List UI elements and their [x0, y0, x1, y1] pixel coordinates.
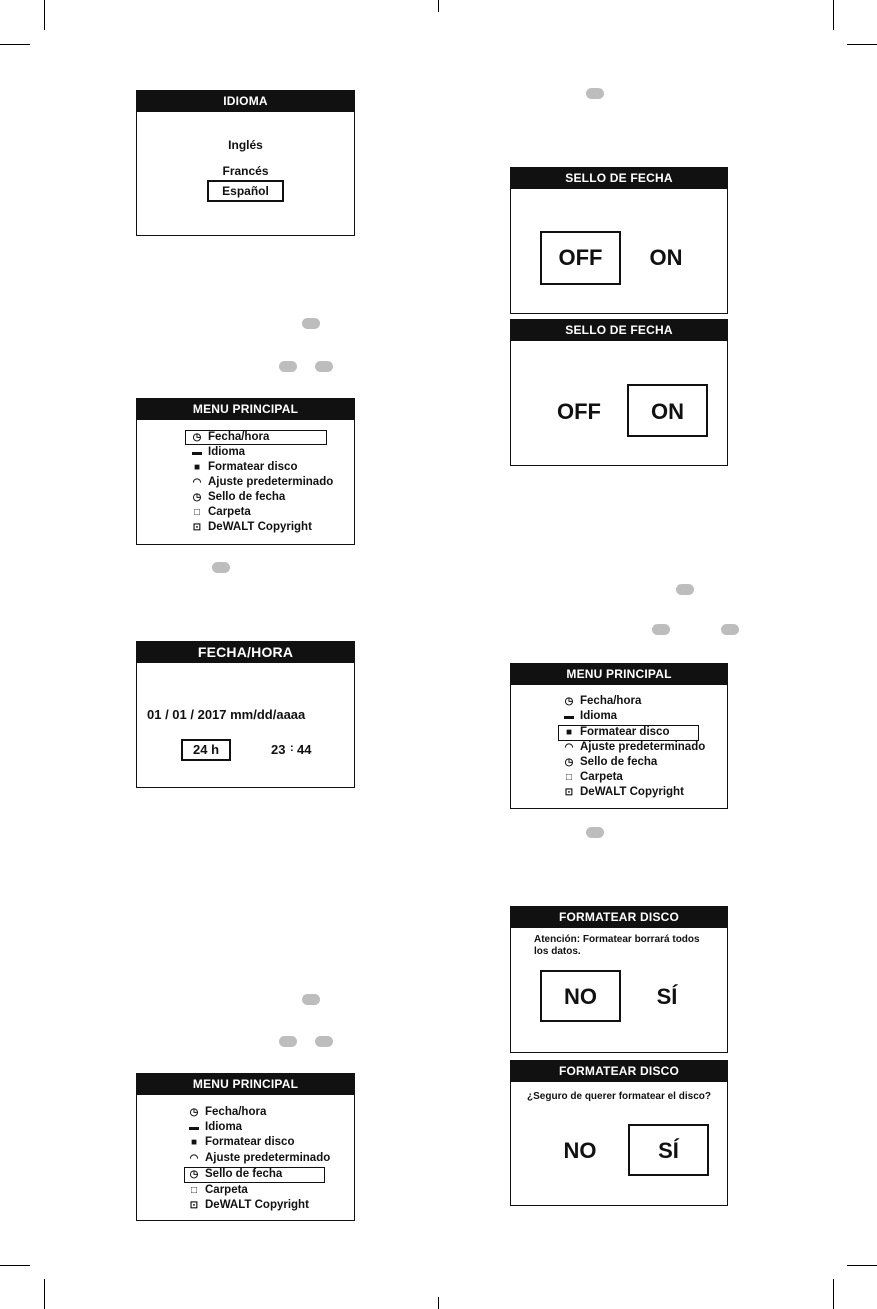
- yes-button[interactable]: SÍ: [656, 984, 678, 1009]
- menu-item-carpeta[interactable]: □ Carpeta: [187, 1184, 248, 1196]
- down-button-icon: [315, 361, 333, 372]
- center-mark: [438, 1297, 439, 1309]
- copyright-icon: ⊡: [564, 787, 574, 798]
- date-time-screen: [136, 641, 355, 788]
- speech-icon: ▬: [192, 447, 202, 458]
- ok-button-icon: [302, 318, 320, 329]
- crop-mark: [847, 44, 877, 45]
- menu-item-carpeta[interactable]: □ Carpeta: [190, 506, 251, 518]
- disk-icon: ■: [565, 727, 573, 738]
- menu-item-formatear[interactable]: ■ Formatear disco: [190, 461, 297, 473]
- screen-title: FECHA/HORA: [137, 642, 354, 663]
- on-option[interactable]: ON: [649, 245, 683, 270]
- language-option[interactable]: Francés: [222, 164, 269, 178]
- up-button-icon: [652, 624, 670, 635]
- ok-button-icon: [586, 88, 604, 99]
- date-stamp-screen: [510, 319, 728, 466]
- screen-title: IDIOMA: [137, 91, 354, 112]
- date-line: 01 / 01 / 2017 mm/dd/aaaa: [147, 707, 306, 722]
- ok-button-icon: [302, 994, 320, 1005]
- menu-item-sello[interactable]: ◷ Sello de fecha: [562, 756, 657, 768]
- menu-item-formatear[interactable]: ■ Formatear disco: [562, 726, 669, 738]
- menu-item-sello[interactable]: ◷ Sello de fecha: [190, 491, 285, 503]
- off-option[interactable]: OFF: [558, 245, 603, 270]
- crop-mark: [833, 0, 834, 30]
- language-option[interactable]: Inglés: [228, 138, 263, 152]
- reset-icon: ◠: [189, 1153, 199, 1164]
- crop-mark: [833, 1279, 834, 1309]
- up-button-icon: [279, 1036, 297, 1047]
- menu-item-idioma[interactable]: ▬ Idioma: [564, 710, 618, 722]
- clock-icon: ◷: [192, 432, 202, 443]
- crop-mark: [44, 1279, 45, 1309]
- no-button[interactable]: NO: [564, 984, 597, 1009]
- yes-button[interactable]: SÍ: [658, 1138, 679, 1163]
- menu-item-sello[interactable]: ◷ Sello de fecha: [187, 1168, 282, 1180]
- stamp-icon: ◷: [564, 757, 574, 768]
- screen-title: SELLO DE FECHA: [511, 168, 727, 189]
- screen-title: SELLO DE FECHA: [511, 320, 727, 341]
- ok-button-icon: [212, 562, 230, 573]
- menu-item-formatear[interactable]: ■ Formatear disco: [187, 1136, 294, 1148]
- screen-title: MENU PRINCIPAL: [137, 1074, 354, 1095]
- menu-item-ajuste[interactable]: ◠ Ajuste predeterminado: [562, 741, 705, 753]
- format-disk-screen: [510, 1060, 728, 1206]
- warning-text: Atención: Formatear borrará todos los datos.: [534, 934, 700, 957]
- menu-item-copyright[interactable]: ⊡ DeWALT Copyright: [562, 786, 684, 798]
- crop-mark: [0, 44, 30, 45]
- format-disk-screen: [510, 906, 728, 1053]
- copyright-icon: ⊡: [189, 1200, 199, 1211]
- stamp-icon: ◷: [192, 492, 202, 503]
- idioma-screen: [136, 90, 355, 236]
- menu-item-fecha-hora[interactable]: ◷ Fecha/hora: [187, 1106, 266, 1118]
- menu-item-copyright[interactable]: ⊡ DeWALT Copyright: [190, 521, 312, 533]
- off-option[interactable]: OFF: [557, 399, 601, 424]
- screen-title: FORMATEAR DISCO: [511, 1061, 727, 1082]
- menu-item-fecha-hora[interactable]: ◷ Fecha/hora: [562, 695, 641, 707]
- language-option-selected[interactable]: Español: [222, 184, 269, 198]
- crop-mark: [847, 1265, 877, 1266]
- down-button-icon: [721, 624, 739, 635]
- speech-icon: ▬: [189, 1122, 199, 1133]
- main-menu-screen: [136, 398, 355, 545]
- menu-item-fecha-hora[interactable]: ◷ Fecha/hora: [190, 431, 269, 443]
- time-separator: :: [290, 742, 294, 754]
- screen-title: MENU PRINCIPAL: [137, 399, 354, 420]
- folder-icon: □: [193, 507, 201, 518]
- center-mark: [438, 0, 439, 12]
- on-option[interactable]: ON: [651, 399, 684, 424]
- time-format[interactable]: 24 h: [193, 742, 220, 757]
- folder-icon: □: [190, 1185, 198, 1196]
- date-stamp-screen: [510, 167, 728, 314]
- screen-title: MENU PRINCIPAL: [511, 664, 727, 685]
- main-menu-screen: [136, 1073, 355, 1221]
- disk-icon: ■: [190, 1137, 198, 1148]
- menu-item-copyright[interactable]: ⊡ DeWALT Copyright: [187, 1199, 309, 1211]
- screen-title: FORMATEAR DISCO: [511, 907, 727, 928]
- menu-item-idioma[interactable]: ▬ Idioma: [189, 1121, 243, 1133]
- ok-button-icon: [676, 584, 694, 595]
- stamp-icon: ◷: [189, 1169, 199, 1180]
- clock-icon: ◷: [189, 1107, 199, 1118]
- reset-icon: ◠: [564, 742, 574, 753]
- clock-icon: ◷: [564, 696, 574, 707]
- menu-item-ajuste[interactable]: ◠ Ajuste predeterminado: [190, 476, 333, 488]
- confirm-text: ¿Seguro de querer formatear el disco?: [527, 1091, 711, 1102]
- ok-button-icon: [586, 827, 604, 838]
- down-button-icon: [315, 1036, 333, 1047]
- copyright-icon: ⊡: [192, 522, 202, 533]
- reset-icon: ◠: [192, 477, 202, 488]
- menu-item-carpeta[interactable]: □ Carpeta: [562, 771, 623, 783]
- up-button-icon: [279, 361, 297, 372]
- main-menu-screen: [510, 663, 728, 809]
- speech-icon: ▬: [564, 711, 574, 722]
- crop-mark: [44, 0, 45, 30]
- time-hour[interactable]: 23: [271, 742, 286, 757]
- disk-icon: ■: [193, 462, 201, 473]
- time-minute[interactable]: 44: [297, 742, 312, 757]
- no-button[interactable]: NO: [563, 1138, 597, 1163]
- crop-mark: [0, 1265, 30, 1266]
- menu-item-ajuste[interactable]: ◠ Ajuste predeterminado: [187, 1152, 330, 1164]
- menu-item-idioma[interactable]: ▬ Idioma: [192, 446, 246, 458]
- folder-icon: □: [565, 772, 573, 783]
